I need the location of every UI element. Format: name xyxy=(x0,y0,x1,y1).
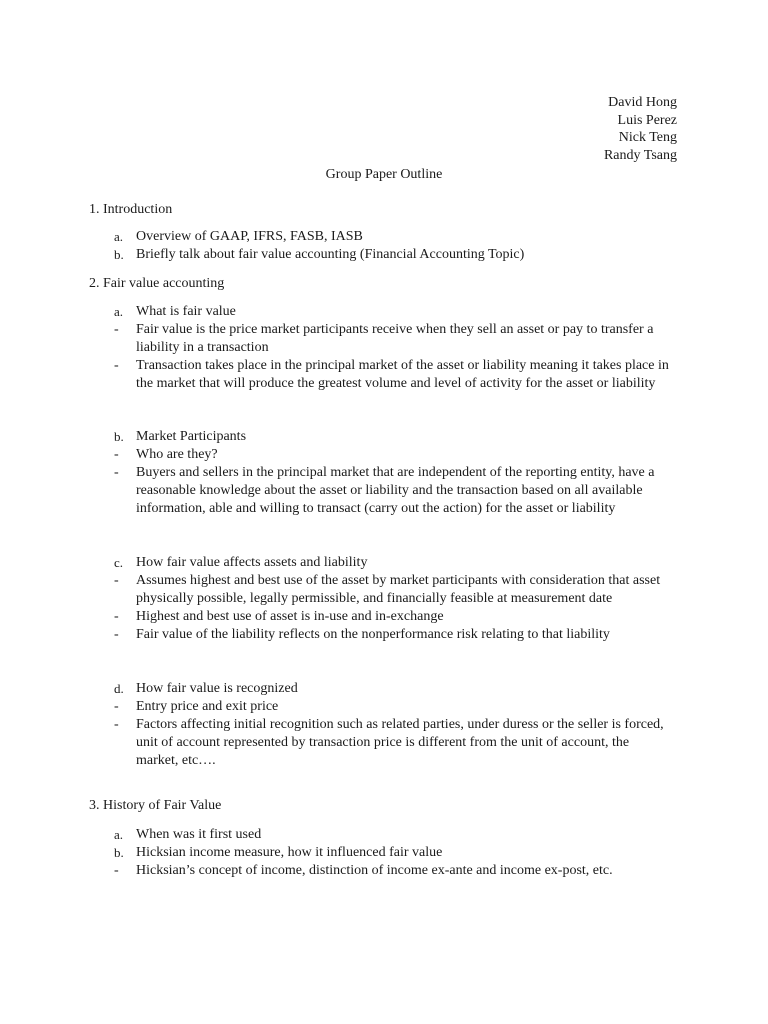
list-marker: b. xyxy=(114,247,124,262)
subsection-what-is-fair-value xyxy=(114,303,674,393)
list-marker: - xyxy=(114,465,119,480)
list-marker: - xyxy=(114,609,119,624)
list-item xyxy=(114,428,674,446)
list-item xyxy=(114,246,674,264)
list-marker: b. xyxy=(114,845,124,860)
list-item xyxy=(114,608,674,626)
author-name: Nick Teng xyxy=(618,130,677,146)
list-item-text: How fair value affects assets and liability xyxy=(136,555,368,570)
list-item-text: Fair value is the price market participants receive when they sell an asset or pay to transfer a liability in a transaction xyxy=(136,322,654,355)
list-marker: - xyxy=(114,358,119,373)
list-item xyxy=(114,826,674,844)
author-name: David Hong xyxy=(608,95,677,110)
list-item xyxy=(114,446,674,464)
author-name: Luis Perez xyxy=(617,112,677,128)
list-item xyxy=(114,357,674,393)
subsection-market-participants xyxy=(114,428,674,518)
list-item-text: Transaction takes place in the principal market of the asset or liability meaning it takes place in the market that will produce the greatest volume and level of activity for the asset or liability xyxy=(136,358,669,391)
list-item xyxy=(114,572,674,608)
section-heading-fair-value-accounting: 2. Fair value accounting xyxy=(89,276,225,291)
list-marker: a. xyxy=(114,304,124,319)
list-marker: - xyxy=(114,699,119,714)
list-marker: - xyxy=(114,447,119,462)
author-list xyxy=(604,94,677,165)
list-item xyxy=(114,464,674,518)
list-item-text: Hicksian income measure, how it influenced fair value xyxy=(136,845,443,860)
list-item xyxy=(114,862,674,880)
document-title: Group Paper Outline xyxy=(325,167,443,182)
subsection-recognition xyxy=(114,680,674,770)
list-item-text: Hicksian’s concept of income, distinction of income ex-ante and income ex-post, etc. xyxy=(136,863,613,878)
list-item xyxy=(114,321,674,357)
list-item-text: Briefly talk about fair value accounting (Financial Accounting Topic) xyxy=(136,247,525,262)
subsection-assets-and-liability xyxy=(114,554,674,644)
list-item-text: Overview of GAAP, IFRS, FASB, IASB xyxy=(136,229,363,244)
section-heading-history: 3. History of Fair Value xyxy=(89,798,222,813)
list-item-text: Market Participants xyxy=(136,429,247,444)
list-item xyxy=(114,626,674,644)
author-name: Randy Tsang xyxy=(603,148,677,164)
list-item-text: Assumes highest and best use of the asset by market participants with consideration that asset physically possible, legally permissible, and financially feasible at measurement date xyxy=(136,573,661,606)
list-item xyxy=(114,554,674,572)
list-item-text: How fair value is recognized xyxy=(136,681,298,696)
list-item-text: Fair value of the liability reflects on the nonperformance risk relating to that liability xyxy=(136,627,610,642)
list-marker: - xyxy=(114,627,119,642)
list-item-text: Buyers and sellers in the principal market that are independent of the reporting entity, have a reasonable knowledge about the asset or liability and the transaction based on all available information, able and willing to transact (carry out the action) for the asset or liability xyxy=(136,465,655,516)
list-item xyxy=(114,303,674,321)
list-item-text: Entry price and exit price xyxy=(136,699,279,714)
list-item-text: When was it first used xyxy=(136,827,262,842)
list-marker: - xyxy=(114,717,119,732)
list-marker: a. xyxy=(114,229,124,244)
section-introduction-items xyxy=(114,228,674,264)
list-marker: d. xyxy=(114,681,124,696)
list-marker: c. xyxy=(114,555,124,570)
list-marker: b. xyxy=(114,429,124,444)
list-marker: - xyxy=(114,322,119,337)
list-marker: - xyxy=(114,863,119,878)
list-marker: - xyxy=(114,573,119,588)
list-item xyxy=(114,228,674,246)
list-item-text: Highest and best use of asset is in-use and in-exchange xyxy=(136,609,444,624)
list-item xyxy=(114,716,674,770)
list-item-text: What is fair value xyxy=(136,304,236,319)
list-item xyxy=(114,680,674,698)
list-item-text: Who are they? xyxy=(136,447,218,462)
section-history-items xyxy=(114,826,674,880)
list-item xyxy=(114,844,674,862)
list-item xyxy=(114,698,674,716)
section-heading-introduction: 1. Introduction xyxy=(89,202,173,217)
list-item-text: Factors affecting initial recognition such as related parties, under duress or the seller is forced, unit of account represented by transaction price is different from the unit of account, the market, etc…. xyxy=(136,717,664,768)
list-marker: a. xyxy=(114,827,124,842)
